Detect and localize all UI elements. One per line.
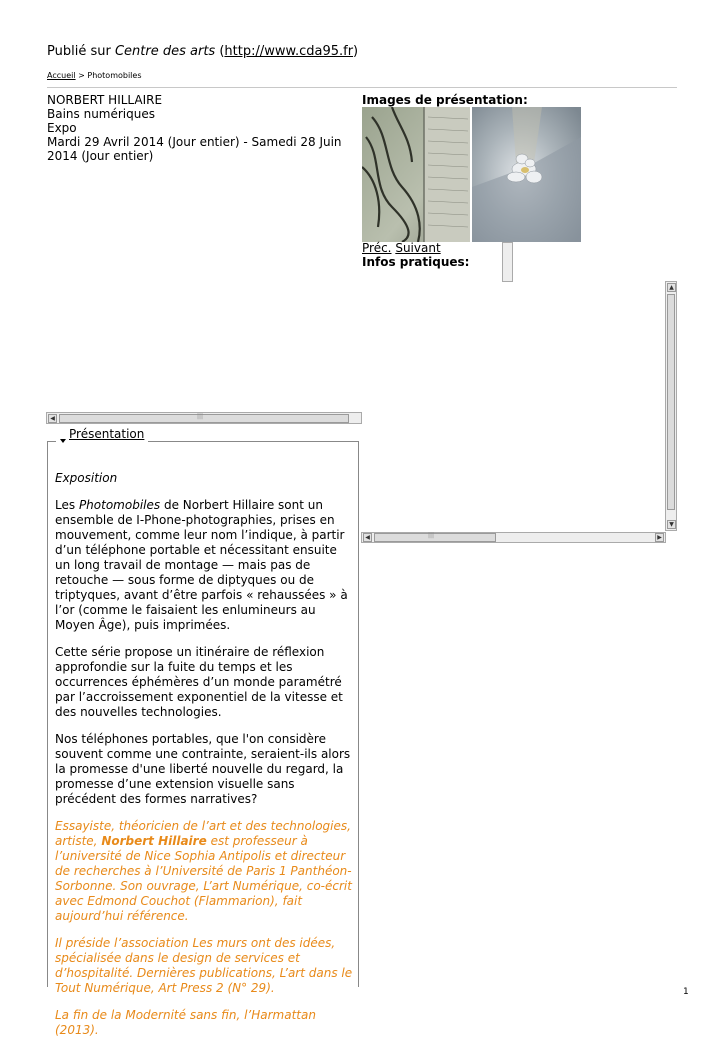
map-horizontal-scroll-thumb[interactable] [374,533,496,542]
presentation-paragraph-3: Nos téléphones portables, que l'on considère souvent comme une contrainte, seraient-ils alors la promesse d'une liberté nouvelle du regard, la promesse d’une extension visuelle sans précédent des formes narratives? [55,732,351,806]
site-name: Centre des arts [114,44,216,59]
gallery-pager [362,241,441,255]
p1-lead: Les [55,498,76,512]
event-type: Expo [47,121,77,135]
event-title: Bains numériques [47,107,155,121]
map-horizontal-scrollbar[interactable] [361,532,666,543]
p1-body: de Norbert Hillaire sont un ensemble de I-Phone-photographies, prises en mouvement, comme leur nom l’indique, à partir d’un téléphone portable et nécessitant ensuite un long travail de montage — mais pas de retouche — sous forme de diptyques ou de triptyques, avant d’être parfois « rehaussées » à l’or (comme le faisaient les enlumineurs au Moyen Âge), puis imprimées. [55,498,348,632]
breadcrumb-separator: > [78,71,85,80]
presentation-image-1[interactable] [362,107,470,242]
url-close-paren: ) [353,44,359,59]
gallery-heading: Images de présentation: [362,93,528,107]
bio-paragraph-3: La fin de la Modernité sans fin, l’Harmattan (2013). [55,1008,316,1037]
gallery-prev-link[interactable]: Préc. [362,241,392,255]
event-artist: NORBERT HILLAIRE [47,93,163,107]
map-vertical-scrollbar[interactable] [665,281,677,531]
left-horizontal-scroll-thumb[interactable] [59,414,349,423]
bio1-body: est professeur à l’université de Nice Sophia Antipolis et directeur de recherches à l’Université de Paris 1 Panthéon-Sorbonne. Son ouvrage, L’art Numérique, co-écrit avec Edmond Couchot (Flammarion), fait aujourd’hui référence. [55,834,352,923]
presentation-paragraph-2: Cette série propose un itinéraire de réflexion approfondie sur la fuite du temps et les occurrences éphémères d’un monde paramétré par l’accroissement exponentiel de la vitesse et des nouvelles technologies. [55,645,343,719]
presentation-image-2[interactable] [472,107,581,242]
presentation-content [55,471,355,1050]
breadcrumb-home-link[interactable]: Accueil [47,71,76,80]
presentation-legend-text[interactable]: Présentation [69,427,145,441]
scroll-grip-icon: ||| [197,413,204,420]
bio1-name: Norbert Hillaire [101,834,207,848]
presentation-legend[interactable] [56,427,148,443]
left-horizontal-scrollbar[interactable] [46,412,362,424]
header-divider [47,87,677,88]
exposition-label: Exposition [55,471,118,485]
gallery-vertical-scrollbar[interactable] [502,242,513,282]
scroll-right-icon[interactable]: ▶ [655,533,664,542]
url-open-paren: ( [219,44,225,59]
infos-heading: Infos pratiques: [362,255,470,269]
presentation-paragraph-1 [55,498,355,633]
page-number: 1 [683,987,689,997]
scroll-left-icon[interactable]: ◀ [363,533,372,542]
breadcrumb [47,71,142,80]
bio-paragraph-1 [55,819,355,924]
bio-paragraph-2: Il préside l’association Les murs ont des idées, spécialisée dans le design de services et d’hospitalité. Dernières publications, L’art dans le Tout Numérique, Art Press 2 (N° 29). [55,936,353,995]
gallery-next-link[interactable]: Suivant [395,241,441,255]
scroll-left-icon[interactable]: ◀ [48,414,57,423]
scroll-grip-icon: ||| [428,532,435,539]
event-info [47,93,347,163]
published-on-label: Publié sur [47,44,111,59]
map-vertical-scroll-thumb[interactable] [667,294,675,510]
scroll-up-icon[interactable]: ▲ [667,283,676,292]
collapse-caret-icon[interactable] [60,439,66,443]
breadcrumb-current: Photomobiles [87,71,142,80]
bio1-lead: Essayiste, théoricien de l’art et des technologies, artiste, [55,819,351,848]
site-url-link[interactable]: http://www.cda95.fr [224,44,354,59]
p1-emphasis: Photomobiles [78,498,161,512]
event-dates: Mardi 29 Avril 2014 (Jour entier) - Samedi 28 Juin 2014 (Jour entier) [47,135,342,163]
scroll-down-icon[interactable]: ▼ [667,520,676,529]
published-on-line [47,44,358,59]
